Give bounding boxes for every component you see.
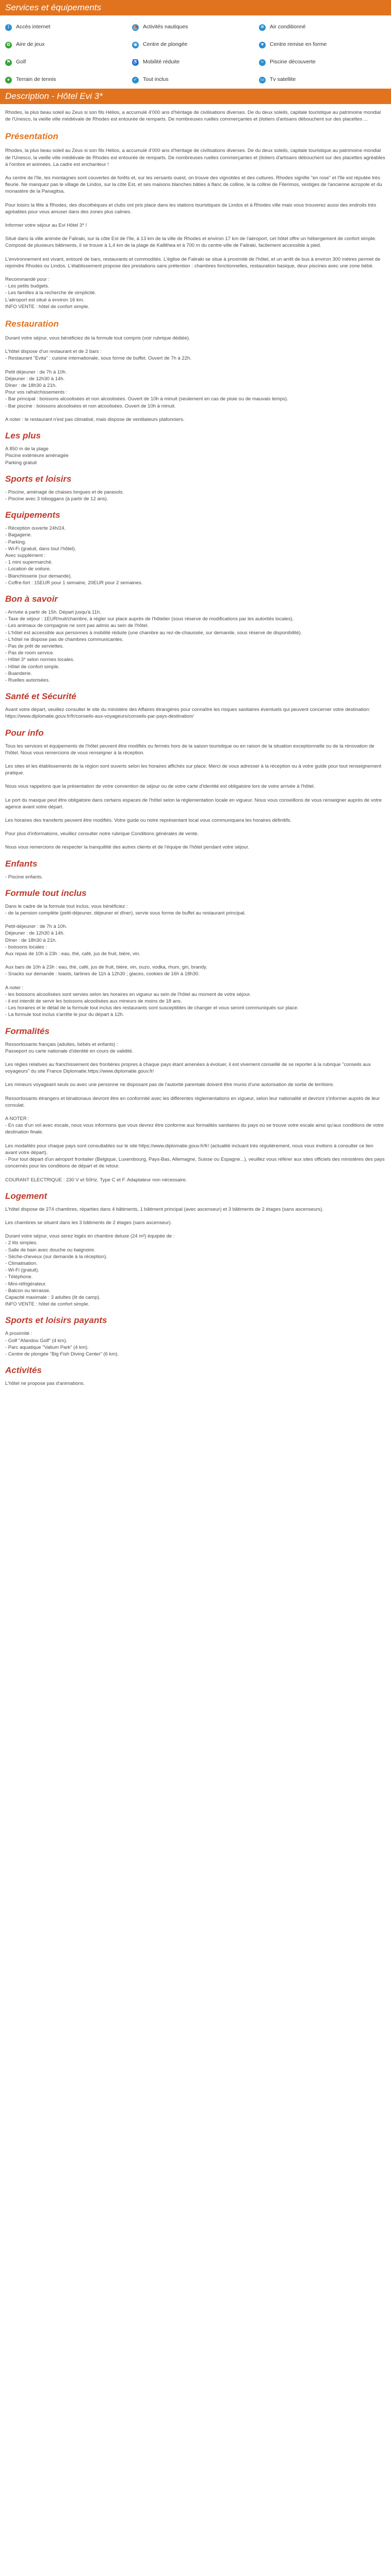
section-paragraph: - Pour tout départ d'un aéroport frontalier (Belgique, Luxembourg, Pays-Bas, Allemagne, Suisse ou Espagne...), veuillez vous référer aux sites officiels des ministères des pays concernés pour les conditions de départ et de retour.: [5, 1157, 385, 1170]
section-paragraph: Avant votre départ, veuillez consulter le site du ministère des Affaires étrangères pour connaître les risques sanitaires éventuels qui peuvent concerner votre destination: https://www.diplomatie.gouv.fr/fr/conseils-aux-voyageurs/conseils-par-pays-destination/: [5, 707, 370, 720]
section-title: Bon à savoir: [5, 594, 58, 604]
section-paragraph: - Restaurant "Evita" : cuisine internationale, sous forme de buffet. Ouvert de 7h à 22h.: [5, 355, 191, 362]
intro-paragraph: Rhodes, la plus beau soleil au Zeus si son fils Hélios, a accumulé 4'000 ans d'héritage de civilisations diverses. De du deux soleils, capitale touristique au patrimoine mondial de l'Unesco, la vieille ville médiévale de Rhodes est entourée de remparts. De nombreuses ruelles commerçantes et (ilotiers d'artisans débouchent sur des placettes ...: [5, 110, 381, 123]
section-paragraph: L'hôtel dispose de 274 chambres, réparties dans 4 bâtiments, 1 bâtiment principal (avec ascenseur) et 3 bâtiments de 2 étages (sans ascenseurs).: [5, 1206, 324, 1212]
section-paragraph: - Bagagerie.: [5, 532, 32, 538]
section-paragraph: - Climatisation.: [5, 1260, 38, 1266]
section-paragraph: Capacité maximale : 3 adultes (lit de camp).: [5, 1294, 101, 1300]
service-item: [5, 23, 132, 32]
section-paragraph: - Sèche-cheveux (sur demande à la réception).: [5, 1253, 108, 1260]
service-label: Tout inclus: [143, 76, 169, 83]
section-paragraph: Recommandé pour :: [5, 277, 50, 283]
section-title: Sports et loisirs payants: [5, 1315, 107, 1326]
section-paragraph: - Balcon ou terrasse.: [5, 1287, 51, 1294]
section-paragraph: Informer votre séjour au Evi Hôtel 3* !: [5, 223, 87, 229]
section-paragraph: INFO VENTE : hôtel de confort simple.: [5, 1301, 90, 1308]
section-paragraph: Au centre de l'île, les montagnes sont couvertes de forêts et, sur les versants ouest, on trouve des vignobles et des cultures. Rhodes signifie "en rose" et l'île est réputée très fleurie. Ne manquez pas le village de Lindos, sur la côte Est, et ses maisons blanches bâties à flanc de colline, le la colline de Filerimos, vestiges de l'ancienne acropole et du monastère de la Panagitsa.: [5, 175, 382, 195]
section-paragraph: - L'hôtel ne dispose pas de chambres communicantes.: [5, 636, 124, 642]
section-paragraph: Durant votre séjour, vous bénéficiez de la formule tout compris (voir rubrique dédiée).: [5, 335, 190, 342]
section-paragraph: INFO VENTE : hôtel de confort simple.: [5, 303, 90, 310]
service-label: Golf: [16, 59, 26, 65]
section-paragraph: - Coffre-fort : 15EUR pour 1 semaine, 20EUR pour 2 semaines.: [5, 580, 143, 586]
section-paragraph: - Wi-Fi (gratuit).: [5, 1267, 39, 1274]
section-title: Enfants: [5, 858, 38, 869]
snowflake-icon: ❄: [259, 24, 266, 31]
section-paragraph: Situé dans la ville animée de Faliraki, sur la côte Est de l'île, à 13 km de la ville de Rhodes et environ 17 km de l'aéroport, cet hôtel offre un hébergement de confort simple. Composé de plusieurs bâtiments, il se trouve à 1,4 km de la plage de Kallithea et à 700 m du centre-ville de Faliraki, facilement accessible à pied.: [5, 236, 377, 249]
section-paragraph: Pour plus d'informations, veuillez consulter notre rubrique Conditions générales de vente.: [5, 831, 199, 837]
section-paragraph: - Les familles à la recherche de simplicité.: [5, 290, 96, 296]
section-paragraph: L'hôtel ne propose pas d'animations.: [5, 1381, 85, 1387]
section-paragraph: Nous vous remercions de respecter la tranquillité des autres clients et de l'équipe de l'hôtel pendant votre séjour.: [5, 844, 250, 851]
section-paragraph: - 1 mini supermarché.: [5, 560, 53, 566]
service-label: Terrain de tennis: [16, 76, 56, 83]
service-item: [259, 40, 386, 49]
service-label: Piscine découverte: [270, 59, 316, 65]
service-item: [132, 40, 259, 49]
section-paragraph: Les chambres se situent dans les 3 bâtiments de 2 étages (sans ascenseur).: [5, 1219, 172, 1226]
section-paragraph: - Piscine, aménagé de chaises longues et de parasols.: [5, 489, 124, 495]
section-paragraph: - il est interdit de servir les boissons alcoolisées aux mineurs de moins de 18 ans.: [5, 998, 182, 1005]
section-title: Restauration: [5, 319, 59, 329]
section-paragraph: Ressortissants français (adultes, bébés et enfants) :: [5, 1041, 118, 1047]
service-label: Centre remise en forme: [270, 41, 327, 48]
playground-icon: ✿: [5, 42, 12, 48]
section-paragraph: Les modalités pour chaque pays sont consultables sur le site https://www.diplomatie.gouv.fr/fr/ (actualité incluant très régulièrement, nous vous invitons à consulter ce lien avant votre départ).: [5, 1143, 373, 1156]
section-paragraph: Les mineurs voyageant seuls ou avec une personne ne disposant pas de l'autorité parentale doivent être munis d'une autorisation de sortie de territoire.: [5, 1082, 334, 1088]
section-title: Logement: [5, 1191, 47, 1201]
section-paragraph: - Buanderie.: [5, 670, 32, 676]
sailing-icon: ⛵: [132, 24, 139, 31]
section-paragraph: Aux repas de 10h à 23h : eau, thé, café, jus de fruit, bière, vin.: [5, 951, 140, 957]
section-paragraph: Dans le cadre de la formule tout inclus, vous bénéficiez :: [5, 903, 128, 909]
section-paragraph: - Pas de prêt de serviettes.: [5, 643, 64, 649]
section-paragraph: - Mini-réfrigérateur.: [5, 1281, 47, 1287]
section-title: Activités: [5, 1365, 42, 1376]
section-paragraph: L'environnement est vivant, entouré de bars, restaurants et commodités. L'église de Faliraki se situe à proximité de l'hôtel, et un arrêt de bus à environ 300 mètres permet de rejoindre Rhodes ou Lindos. L'établissement propose des prestations sans prétention : chambres fonctionnelles, restauration basique, deux piscines avec une zone bébé.: [5, 256, 381, 269]
section-paragraph: Rhodes, la plus beau soleil au Zeus si son fils Hélios, a accumulé 4'000 ans d'héritage de civilisations diverses. De du deux soleils, capitale touristique au patrimoine mondial de l'Unesco, la vieille ville médiévale de Rhodes est entourée de remparts. De nombreuses ruelles commerçantes et (ilotiers d'artisans débouchent sur des placettes agréables à l'ombre et animées. La cadre est enchanteur !: [5, 148, 385, 167]
section-paragraph: Dîner : de 18h30 à 21h.: [5, 937, 57, 943]
fitness-icon: ♥: [259, 42, 266, 48]
section-paragraph: - les boissons alcoolisées sont servies selon les horaires en vigueur au sein de l'hôtel au moment de votre séjour.: [5, 991, 251, 997]
section-title: Equipements: [5, 510, 60, 520]
section-paragraph: - Location de voiture.: [5, 566, 51, 572]
section-title: Santé et Sécurité: [5, 691, 76, 702]
section-paragraph: Le port du masque peut être obligatoire dans certains espaces de l'hôtel selon la réglementation locale en vigueur. Nous vous conseillons de vous renseigner auprès de votre agence avant votre départ.: [5, 797, 382, 810]
section-paragraph: - Salle de bain avec douche ou baignoire.: [5, 1247, 95, 1253]
section-title: Formalités: [5, 1026, 50, 1036]
section-paragraph: Petit-déjeuner : de 7h à 10h.: [5, 924, 67, 930]
section-paragraph: - Taxe de séjour : 1EUR/nuit/chambre, à régler sur place auprès de l'hôtelier (sous réserve de modifications par les autorités locales).: [5, 616, 294, 622]
section-title: Présentation: [5, 131, 58, 142]
section-paragraph: - La formule tout inclus s'arrête le jour du départ à 12h.: [5, 1012, 124, 1018]
section-paragraph: - Wi-Fi (gratuit, dans tout l'hôtel).: [5, 546, 76, 552]
tennis-icon: ●: [5, 77, 12, 83]
section-paragraph: Ressortissants étrangers et binationaux devront être en conformité avec les différentes réglementations en vigueur, selon leur nationalité et devront s'informer auprès de leur consulat.: [5, 1095, 380, 1108]
section-paragraph: - de la pension complète (petit-déjeuner, déjeuner et dîner), servie sous forme de buffet au restaurant principal.: [5, 910, 246, 917]
section-paragraph: - Snacks sur demande : toasts, tartines de 11h à 12h30 ; glaces, cookies de 16h à 18h30.: [5, 971, 200, 977]
section-paragraph: - Hôtel 3* selon normes locales.: [5, 657, 75, 663]
section-paragraph: Déjeuner : de 12h30 à 14h.: [5, 376, 65, 382]
service-label: Activités nautiques: [143, 24, 188, 30]
service-label: Aire de jeux: [16, 41, 45, 48]
description-header: Description - Hôtel Evi 3*: [0, 89, 391, 104]
section-paragraph: Passeport ou carte nationale d'identité en cours de validité.: [5, 1048, 134, 1054]
section-paragraph: A noter :: [5, 985, 24, 991]
section-paragraph: Parking gratuit: [5, 460, 37, 466]
section-paragraph: L'hôtel dispose d'un restaurant et de 2 bars :: [5, 349, 102, 355]
section-paragraph: - boissons locales :: [5, 944, 47, 950]
section-paragraph: - En cas d'un vol avec escale, nous vous informons que vous devrez être conforme aux formalités sanitaires du pays où se trouve votre escale ainsi qu'aux conditions de votre destination finale.: [5, 1123, 384, 1136]
wifi-icon: ⌇: [5, 24, 12, 31]
section-paragraph: A 850 m de la plage: [5, 446, 48, 452]
service-item: [132, 58, 259, 67]
services-grid: [0, 15, 391, 89]
service-item: [5, 40, 132, 49]
service-item: [5, 75, 132, 84]
service-item: [259, 58, 386, 67]
section-paragraph: - Parking.: [5, 539, 26, 545]
section-paragraph: - Piscine enfants.: [5, 874, 43, 880]
service-label: Air conditionné: [270, 24, 306, 30]
service-item: [259, 23, 386, 32]
section-title: Les plus: [5, 431, 41, 441]
service-label: Accès internet: [16, 24, 51, 30]
section-paragraph: L'aéroport est situé à environ 16 km.: [5, 297, 85, 303]
section-paragraph: - Hôtel de confort simple.: [5, 664, 60, 670]
services-header: Services et équipements: [0, 0, 391, 15]
section-paragraph: Pour vos rafraîchissements :: [5, 389, 68, 396]
pool-icon: ≈: [259, 59, 266, 66]
service-label: Tv satellite: [270, 76, 296, 83]
section-paragraph: Les sites et les établissements de la région sont ouverts selon les horaires affichés sur place. Merci de vous adresser à la réception ou à votre guide pour tout renseignement pratique.: [5, 763, 382, 776]
section-paragraph: Avec supplément :: [5, 552, 45, 558]
section-paragraph: - Parc aquatique "Valium Park" (4 km).: [5, 1344, 89, 1350]
tv-icon: ▭: [259, 77, 266, 83]
section-paragraph: COURANT ELECTRIQUE : 230 V et 50Hz. Type C et F. Adaptateur non nécessaire.: [5, 1177, 187, 1183]
section-paragraph: Déjeuner : de 12h30 à 14h.: [5, 930, 65, 937]
section-paragraph: - Golf "Afandou Golf" (4 km).: [5, 1337, 68, 1344]
service-item: [132, 75, 259, 84]
section-paragraph: - Les animaux de compagnie ne sont pas admis au sein de l'hôtel.: [5, 623, 149, 629]
section-paragraph: - Bar piscine : boissons alcoolisées et non alcoolisées. Ouvert de 10h à minuit.: [5, 403, 176, 409]
section-title: Formule tout inclus: [5, 888, 87, 898]
section-title: Pour info: [5, 727, 44, 738]
service-item: [259, 75, 386, 84]
section-paragraph: Les horaires des transferts peuvent être modifiés. Votre guide ou notre représentant local vous communiquera les horaires définitifs.: [5, 818, 291, 823]
section-paragraph: - Arrivée à partir de 15h. Départ jusqu'à 11h.: [5, 609, 101, 615]
all-inclusive-icon: ✓: [132, 77, 139, 83]
section-paragraph: - 2 lits simples.: [5, 1240, 38, 1246]
section-paragraph: Piscine extérieure aménagée: [5, 453, 69, 459]
section-paragraph: Petit déjeuner : de 7h à 10h.: [5, 369, 67, 375]
section-paragraph: Durant votre séjour, vous serez logés en chambre deluxe (24 m²) équipée de :: [5, 1233, 175, 1240]
section-paragraph: Dîner : de 18h30 à 21h.: [5, 383, 57, 389]
section-paragraph: Les règles relatives au franchissement des frontières propres à chaque pays étant amenées à évoluer, il est vivement conseillé de se reporter à la rubrique "conseils aux voyageurs" du site France Diplomatie.https://www.diplomatie.gouv.fr/: [5, 1062, 371, 1075]
section-paragraph: - Bar principal : boissons alcoolisées et non alcoolisées. Ouvert de 10h à minuit (seulement en cas de pluie ou de mauvais temps).: [5, 396, 288, 402]
section-paragraph: - Les horaires et le détail de la formule tout inclus des restaurants sont susceptibles de changer et vous seront communiqués sur place.: [5, 1005, 299, 1011]
section-paragraph: A proximité :: [5, 1331, 32, 1337]
section-paragraph: - Téléphone.: [5, 1274, 33, 1280]
section-paragraph: Pour loisirs la fête à Rhodes, des discothèques et clubs ont pris place dans les stations touristiques de Lindos et à Rhodes ville mais vous trouverez aussi des endroits très agréables pour vous amuser dans des zones plus calmes.: [5, 202, 377, 215]
section-title: Sports et loisirs: [5, 473, 72, 484]
diving-icon: ◉: [132, 42, 139, 48]
section-paragraph: - Les petits budgets.: [5, 283, 50, 290]
section-paragraph: Aux bars de 10h à 23h : eau, thé, café, jus de fruit, bière, vin, ouzo, vodka, rhum, gin, brandy.: [5, 964, 207, 971]
section-paragraph: - Centre de plongée "Big Fish Diving Center" (6 km).: [5, 1351, 119, 1357]
service-item: [132, 23, 259, 32]
service-label: Mobilité réduite: [143, 59, 180, 65]
section-paragraph: A noter : le restaurant n'est pas climatisé, mais dispose de ventilateurs plafonniers.: [5, 416, 185, 422]
section-paragraph: - Piscine avec 3 toboggans (à partir de 12 ans).: [5, 496, 108, 502]
wheelchair-icon: ♿: [132, 59, 139, 66]
golf-icon: ⚑: [5, 59, 12, 66]
section-paragraph: - L'hôtel est accessible aux personnes à mobilité réduite (une chambre au rez-de-chaussée, sur demande, sous réserve de disponibilité).: [5, 630, 302, 636]
section-paragraph: - Blanchisserie (sur demande).: [5, 573, 72, 579]
section-paragraph: - Pas de room service.: [5, 650, 55, 656]
section-paragraph: Tous les services et équipements de l'hôtel peuvent être modifiés ou fermés hors de la saison touristique ou en raison de la situation exceptionnelle ou de la rénovation de l'hôtel. Nous vous remercions de vous renseigner à la réception.: [5, 743, 374, 756]
description-content: [0, 104, 391, 1404]
section-paragraph: A NOTER :: [5, 1116, 29, 1122]
section-paragraph: - Réception ouverte 24h/24.: [5, 526, 66, 532]
section-paragraph: - Ruelles autorisées.: [5, 677, 50, 683]
section-paragraph: Nous vous rappelons que la présentation de votre convention de séjour ou de votre carte d'identité est obligatoire lors de votre arrivée à l'hôtel.: [5, 784, 315, 790]
service-item: [5, 58, 132, 67]
service-label: Centre de plongée: [143, 41, 188, 48]
